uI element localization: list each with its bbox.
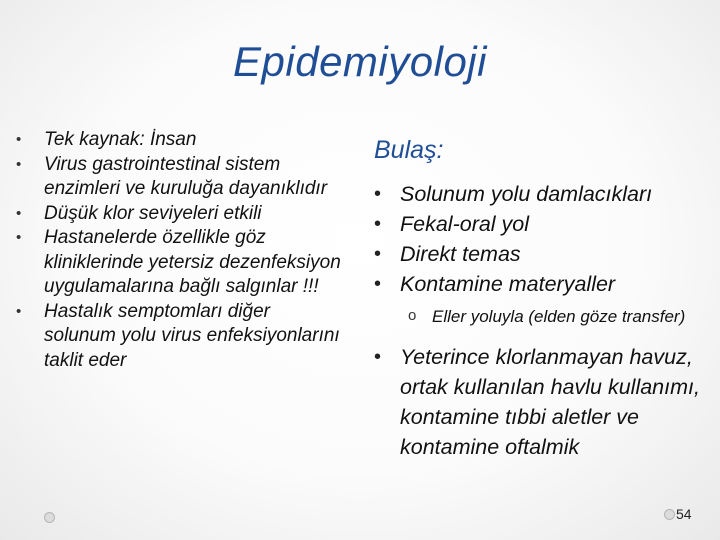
list-item: • Tek kaynak: İnsan (14, 128, 344, 153)
footer-dot-right (664, 509, 675, 520)
page-number: 54 (676, 506, 692, 522)
transmission-heading: Bulaş: (374, 136, 444, 164)
left-column (14, 128, 344, 373)
list-item: • Fekal-oral yol (372, 209, 712, 239)
list-item: • Düşük klor seviyeleri etkili (14, 202, 344, 227)
list-item: • Kontamine materyaller (372, 269, 712, 299)
right-column (372, 136, 712, 462)
left-bullet-list (14, 128, 344, 373)
list-item: • Yeterince klorlanmayan havuz, ortak kullanılan havlu kullanımı, kontamine tıbbi aletler ve kontamine oftalmik (372, 342, 712, 462)
list-item: • Hastanelerde özellikle göz kliniklerinde yetersiz dezenfeksiyon uygulamalarına bağlı salgınlar !!! (14, 226, 344, 300)
slide-title: Epidemiyoloji (233, 38, 487, 85)
list-item: • Direkt temas (372, 239, 712, 269)
list-item: • Hastalık semptomları diğer solunum yolu virus enfeksiyonlarını taklit eder (14, 300, 344, 374)
footer-dot-left (44, 512, 55, 523)
sub-bullet-list (372, 305, 712, 328)
list-item: • Virus gastrointestinal sistem enzimleri ve kuruluğa dayanıklıdır (14, 153, 344, 202)
list-item: • Solunum yolu damlacıkları (372, 179, 712, 209)
right-bullet-list (372, 179, 712, 299)
sub-list-item: o Eller yoluyla (elden göze transfer) (372, 305, 712, 328)
right-bullet-list-continued (372, 342, 712, 462)
